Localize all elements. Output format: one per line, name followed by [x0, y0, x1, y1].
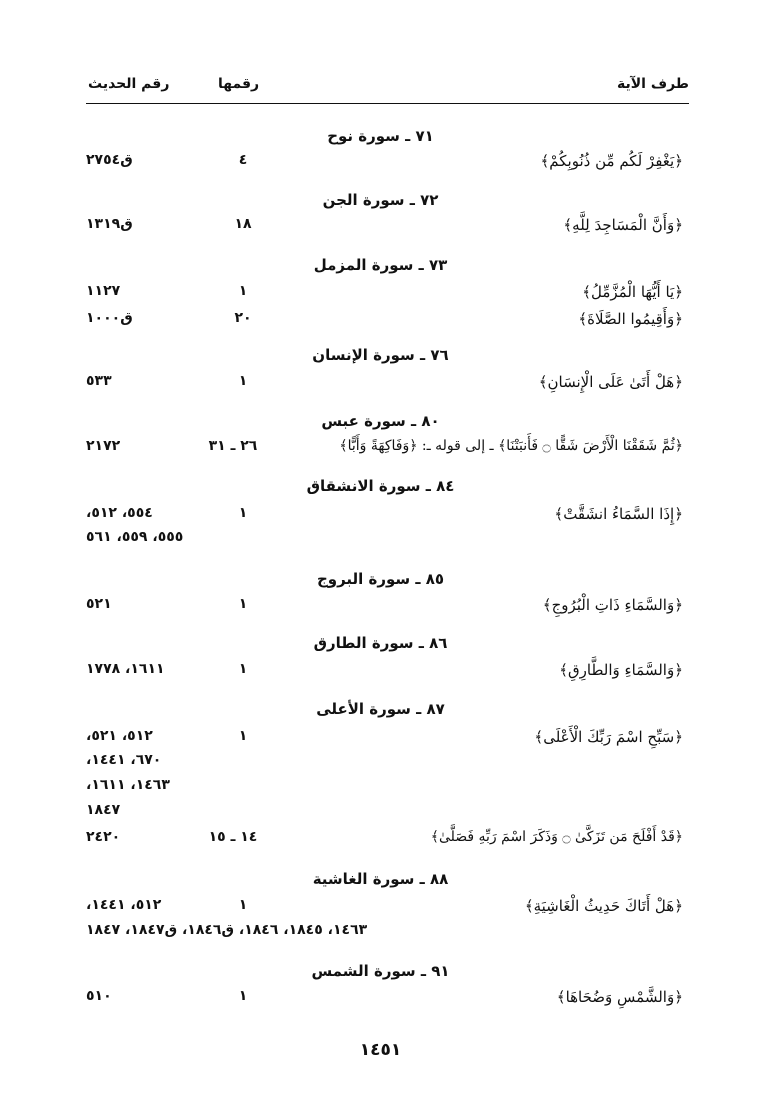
hadith-numbers-continued: ١٤٦٣، ١٦١١، — [86, 777, 170, 793]
ayah-text: ﴿إِذَا السَّمَاءُ انشَقَّتْ﴾ — [554, 505, 683, 523]
ayah-number: ١ — [238, 283, 248, 299]
hadith-numbers-continued: ٥٥٥، ٥٥٩، ٥٦١ — [86, 529, 184, 545]
ayah-text: ﴿وَأَقِيمُوا الصَّلَاةَ﴾ — [578, 310, 683, 328]
header-divider — [86, 103, 689, 104]
ayah-text: ﴿هَلْ أَتَاكَ حَدِيثُ الْغَاشِيَةِ﴾ — [524, 897, 683, 915]
ayah-text: ﴿يَا أَيُّهَا الْمُزَّمِّلُ﴾ — [582, 283, 683, 301]
ayah-number: ٢٠ — [234, 310, 252, 326]
ayah-number: ١ — [238, 373, 248, 389]
page-number: ١٤٥١ — [359, 1040, 402, 1060]
ayah-column-header: طرف الآية — [616, 76, 689, 92]
hadith-numbers: ٥٢١ — [86, 596, 112, 612]
hadith-numbers: ق١٣١٩ — [86, 216, 133, 232]
hadith-numbers: ق٢٧٥٤ — [86, 152, 133, 168]
hadith-numbers: ٢١٧٢ — [86, 438, 121, 454]
ayah-number: ١ — [238, 988, 248, 1004]
surah-title: ٨٨ ـ سورة الغاشية — [312, 870, 449, 888]
ayah-number: ١ — [238, 596, 248, 612]
ayah-text: ﴿يَغْفِرْ لَكُم مِّن ذُنُوبِكُمْ﴾ — [540, 152, 683, 170]
surah-title: ٨٦ ـ سورة الطارق — [313, 634, 448, 652]
surah-title: ٩١ ـ سورة الشمس — [311, 962, 450, 980]
hadith-numbers: ٢٤٢٠ — [86, 829, 121, 845]
hadith-number-column-header: رقم الحديث — [88, 76, 170, 92]
ayah-number: ١٨ — [234, 216, 252, 232]
hadith-numbers-continued: ١٤٦٣، ١٨٤٥، ١٨٤٦، ق١٨٤٦، ق١٨٤٧، ١٨٤٧ — [86, 922, 368, 938]
ayah-text: ﴿وَالسَّمَاءِ وَالطَّارِقِ﴾ — [559, 661, 683, 679]
surah-title: ٧٣ ـ سورة المزمل — [313, 256, 448, 274]
ayah-text: ﴿وَأَنَّ الْمَسَاجِدَ لِلَّهِ﴾ — [563, 216, 683, 234]
hadith-numbers-continued: ١٨٤٧ — [86, 802, 121, 818]
ayah-number: ١ — [238, 505, 248, 521]
hadith-numbers: ٥١٠ — [86, 988, 112, 1004]
ayah-number: ١ — [238, 661, 248, 677]
hadith-numbers: ق١٠٠٠ — [86, 310, 133, 326]
hadith-numbers: ٥١٢، ١٤٤١، — [86, 897, 162, 913]
surah-title: ٨٥ ـ سورة البروج — [316, 570, 445, 588]
ayah-range: ١٤ ـ ١٥ — [208, 829, 258, 845]
hadith-numbers-continued: ٦٧٠، ١٤٤١، — [86, 752, 162, 768]
surah-title: ٨٧ ـ سورة الأعلى — [316, 700, 445, 718]
ayah-number-column-header: رقمها — [218, 76, 260, 92]
ayah-number: ١ — [238, 728, 248, 744]
hadith-numbers: ٥٥٤، ٥١٢، — [86, 505, 153, 521]
ayah-text: ﴿قَدْ أَفْلَحَ مَن تَزَكَّىٰ ۝ وَذَكَرَ اسْمَ رَبِّهِ فَصَلَّىٰ﴾ — [430, 829, 683, 845]
ayah-text: ﴿ثُمَّ شَقَقْنَا الْأَرْضَ شَقًّا ۝ فَأَنبَتْنَا﴾ ـ إلى قوله ـ: ﴿وَفَاكِهَةً وَأَبًّا﴾ — [339, 438, 683, 454]
ayah-number: ٤ — [238, 152, 248, 168]
ayah-text: ﴿هَلْ أَتَىٰ عَلَى الْإِنسَانِ﴾ — [538, 373, 683, 391]
surah-title: ٧١ ـ سورة نوح — [327, 127, 434, 145]
surah-title: ٧٢ ـ سورة الجن — [322, 191, 439, 209]
ayah-text: ﴿وَالشَّمْسِ وَضُحَاهَا﴾ — [556, 988, 683, 1006]
surah-title: ٨٤ ـ سورة الانشقاق — [306, 477, 455, 495]
ayah-text: ﴿وَالسَّمَاءِ ذَاتِ الْبُرُوجِ﴾ — [542, 596, 683, 614]
hadith-numbers: ١٦١١، ١٧٧٨ — [86, 661, 165, 677]
hadith-numbers: ٥٣٣ — [86, 373, 112, 389]
surah-title: ٨٠ ـ سورة عبس — [321, 412, 440, 430]
ayah-number: ١ — [238, 897, 248, 913]
hadith-numbers: ٥١٢، ٥٢١، — [86, 728, 153, 744]
ayah-text: ﴿سَبِّحِ اسْمَ رَبِّكَ الْأَعْلَى﴾ — [534, 728, 683, 746]
hadith-numbers: ١١٢٧ — [86, 283, 121, 299]
ayah-range: ٢٦ ـ ٣١ — [208, 438, 258, 454]
surah-title: ٧٦ ـ سورة الإنسان — [312, 346, 449, 364]
